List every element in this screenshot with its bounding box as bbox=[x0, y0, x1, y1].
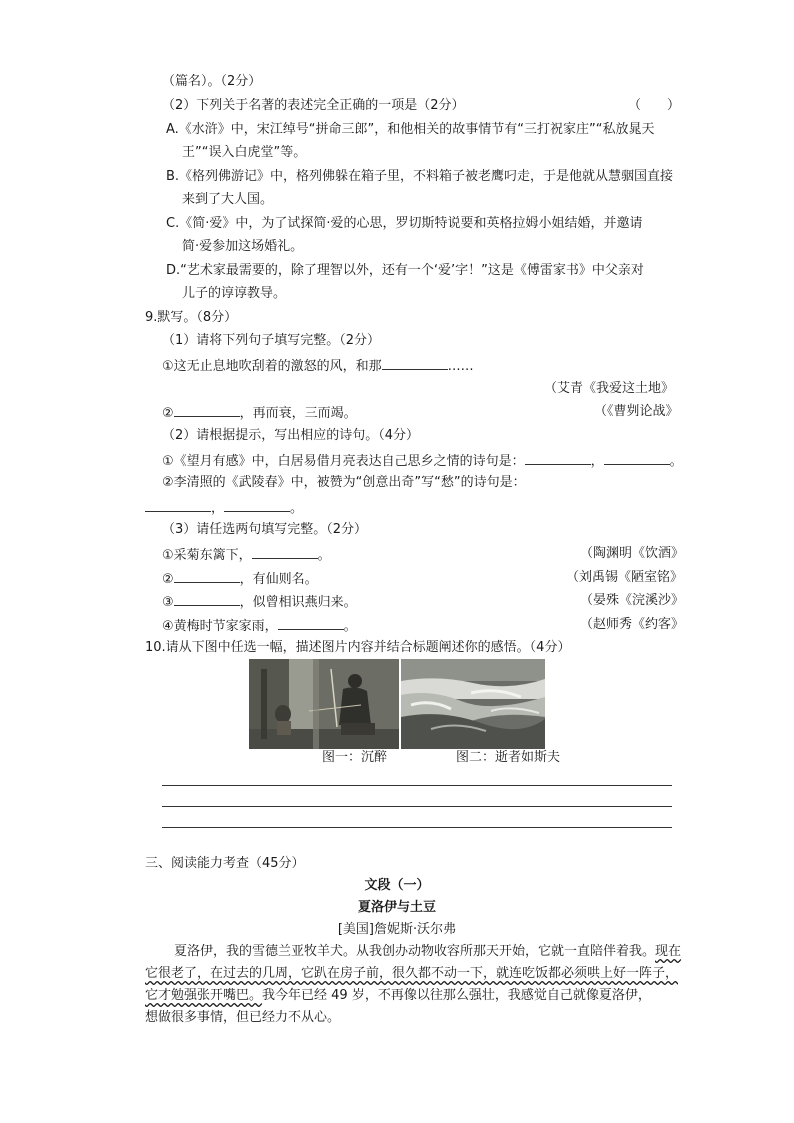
period: 。 bbox=[343, 619, 357, 634]
option-a-line-2: 王”“误入白虎堂”等。 bbox=[182, 145, 307, 160]
q9-2-line-a bbox=[162, 451, 683, 471]
passage-author: [美国]詹妮斯·沃尔弗 bbox=[337, 922, 457, 937]
q9-1a-text: ①这无止息地吹刮着的激怒的风，和那 bbox=[162, 359, 382, 374]
passage-section-label: 文段（一） bbox=[364, 878, 430, 893]
option-c-line-2: 简·爱参加这场婚礼。 bbox=[182, 239, 304, 254]
q9-section-3: （3）请任选两句填写完整。（2分） bbox=[162, 522, 368, 537]
answer-blank[interactable] bbox=[525, 451, 591, 465]
answer-blank[interactable] bbox=[174, 592, 240, 606]
q9-3b-tail: ，有仙则名。 bbox=[239, 572, 318, 587]
passage-line-1 bbox=[174, 943, 681, 961]
q9-3d-text: ④黄梅时节家家雨， bbox=[162, 619, 278, 634]
passage-line-2 bbox=[145, 965, 678, 983]
passage-text: 夏洛伊，我的雪德兰亚牧羊犬。从我创办动物收容所那天开始，它就一直陪伴着我。 bbox=[174, 944, 656, 959]
option-b-line-2: 来到了大人国。 bbox=[182, 192, 274, 207]
answer-line[interactable] bbox=[162, 806, 672, 807]
q9-2b-answer-line bbox=[145, 498, 303, 518]
caption-photo-1: 图一：沉醉 bbox=[322, 750, 388, 765]
passage-line-3 bbox=[145, 987, 651, 1005]
q9-1a-tail: …… bbox=[447, 359, 474, 374]
q9-1b-source: （《曹刿论战》 bbox=[594, 404, 679, 419]
q9-1a-source: （艾青《我爱这土地》 bbox=[544, 381, 675, 396]
q10-title: 10.请从下图中任选一幅，描述图片内容并结合标题阐述你的感悟。（4分） bbox=[145, 640, 571, 655]
photo-2-river-rapids bbox=[401, 659, 545, 749]
q9-3a-text: ①采菊东篱下， bbox=[162, 548, 252, 563]
period: 。 bbox=[317, 548, 331, 563]
q9-3-line-b bbox=[162, 569, 318, 589]
passage-line-4: 想做很多事情，但已经力不从心。 bbox=[145, 1010, 341, 1025]
q9-3b-source: （刘禹锡《陋室铭》 bbox=[566, 570, 684, 585]
option-b-line-1: B.《格列佛游记》中，格列佛躲在箱子里，不料箱子被老鹰叼走，于是他就从慧骃国直接 bbox=[166, 169, 674, 184]
photo-2-drawing bbox=[401, 659, 545, 749]
answer-blank[interactable] bbox=[382, 356, 448, 370]
q9-3a-source: （陶渊明《饮酒》 bbox=[580, 546, 685, 561]
q9-3d-source: （赵师秀《约客》 bbox=[580, 617, 685, 632]
answer-blank[interactable] bbox=[252, 545, 318, 559]
option-a-line-1: A.《水浒》中，宋江绰号“拼命三郎”，和他相关的故事情节有“三打祝家庄”“私放晁天 bbox=[166, 122, 655, 137]
q9-2-line-b: ②李清照的《武陵春》中，被赞为“创意出奇”写“愁”的诗句是： bbox=[162, 475, 526, 490]
circled-3: ③ bbox=[162, 595, 174, 610]
circled-2: ② bbox=[162, 406, 174, 421]
q9-3-line-d bbox=[162, 616, 357, 636]
answer-blank[interactable] bbox=[145, 498, 211, 512]
period: 。 bbox=[290, 501, 304, 516]
answer-blank[interactable] bbox=[224, 498, 290, 512]
passage-title: 夏洛伊与土豆 bbox=[357, 900, 436, 915]
answer-blank[interactable] bbox=[174, 403, 240, 417]
q9-section-2: （2）请根据提示，写出相应的诗句。（4分） bbox=[162, 428, 420, 443]
comma: ， bbox=[590, 454, 604, 469]
q8-line-0: （篇名）。（2分） bbox=[162, 74, 262, 89]
option-c-line-1: C.《简·爱》中，为了试探简·爱的心思，罗切斯特说要和英格拉姆小姐结婚，并邀请 bbox=[166, 216, 643, 231]
underlined-text: 它很老了，在过去的几周，它趴在房子前，很久都不动一下，就连吃饭都必须哄上好一阵子， bbox=[145, 966, 679, 981]
photo-1-erhu-player bbox=[249, 659, 399, 749]
q9-3-line-c bbox=[162, 592, 357, 612]
q9-1b-tail: ，再而衰，三而竭。 bbox=[239, 406, 357, 421]
photo-1-drawing bbox=[249, 659, 399, 749]
answer-paren: （ ） bbox=[628, 98, 681, 113]
answer-blank[interactable] bbox=[604, 451, 670, 465]
q9-3-line-a bbox=[162, 545, 331, 565]
circled-2: ② bbox=[162, 572, 174, 587]
q9-3c-source: （晏殊《浣溪沙》 bbox=[580, 593, 685, 608]
caption-photo-2: 图二：逝者如斯夫 bbox=[456, 750, 561, 765]
passage-text: 我今年已经 49 岁，不再像以往那么强壮，我感觉自己就像夏洛伊， bbox=[262, 988, 651, 1003]
period: 。 bbox=[669, 454, 683, 469]
q9-section-1: （1）请将下列句子填写完整。（2分） bbox=[162, 333, 381, 348]
q8-question-2: （2）下列关于名著的表述完全正确的一项是（2分） bbox=[162, 98, 465, 113]
q9-1-line-a bbox=[162, 356, 474, 376]
underlined-text: 现在 bbox=[655, 944, 682, 959]
comma: ， bbox=[211, 501, 225, 516]
q9-1-line-b bbox=[162, 403, 357, 423]
answer-line[interactable] bbox=[162, 785, 672, 786]
part3-heading: 三、阅读能力考查（45分） bbox=[145, 856, 305, 871]
answer-blank[interactable] bbox=[174, 569, 240, 583]
underlined-text: 它才勉强张开嘴巴。 bbox=[145, 988, 263, 1003]
q9-3c-tail: ，似曾相识燕归来。 bbox=[239, 595, 357, 610]
answer-line[interactable] bbox=[162, 827, 672, 828]
answer-blank[interactable] bbox=[278, 616, 344, 630]
option-d-line-2: 儿子的谆谆教导。 bbox=[182, 286, 287, 301]
option-d-line-1: D.“艺术家最需要的，除了理智以外，还有一个‘爱’字！”这是《傅雷家书》中父亲对 bbox=[166, 263, 644, 278]
q9-title: 9.默写。（8分） bbox=[145, 310, 238, 325]
q9-2a-text: ①《望月有感》中，白居易借月亮表达自己思乡之情的诗句是： bbox=[162, 454, 525, 469]
